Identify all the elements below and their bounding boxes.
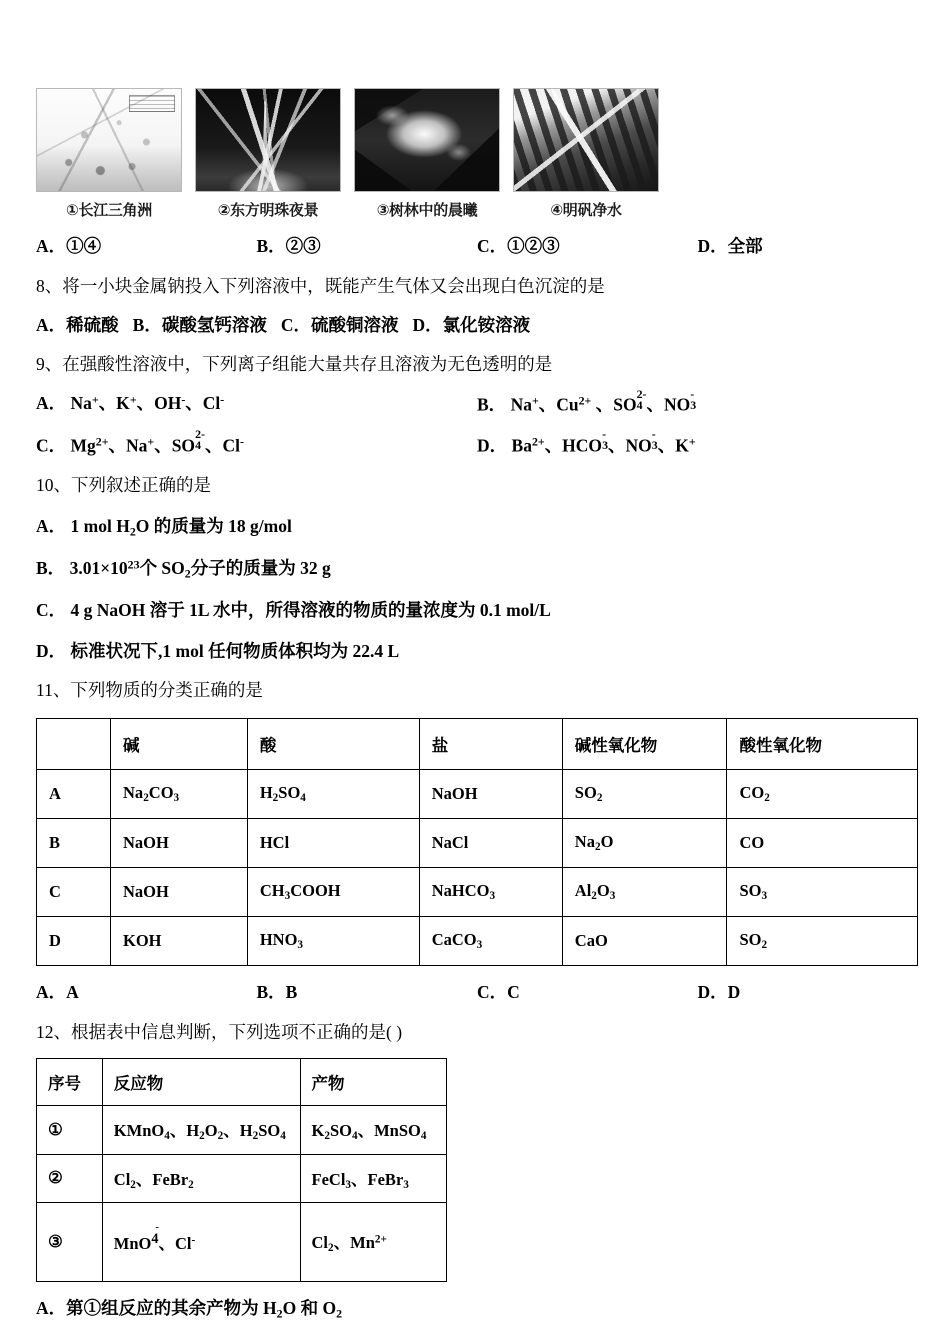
permanganate-formula: MnO4 - [113, 1222, 159, 1253]
row-label: C [37, 867, 111, 916]
cell-basic-oxide: $Al_2O_3$ [562, 867, 727, 916]
option-c[interactable]: C．硫酸铜溶液 [280, 314, 399, 335]
figure-item [36, 88, 182, 220]
figure-item [354, 88, 500, 220]
cell-base: KOH [111, 916, 248, 965]
question-12-option-a[interactable]: A．第①组反应的其余产物为 $H_2O$ 和 $O_2$ [36, 1297, 343, 1321]
cell-reactants: KMnO$_4$、$H_2O_2$、$H_2SO_4$ [102, 1106, 300, 1154]
figure-caption: ③树林中的晨曦 [376, 201, 478, 219]
table-row [37, 916, 918, 965]
cell-products: $K_2SO_4$、MnSO$_4$ [300, 1106, 446, 1154]
figure-caption: ②东方明珠夜景 [217, 201, 319, 219]
classification-table [36, 718, 918, 966]
question-10-option-a[interactable]: A． 1 mol $H_2O$ 的质量为 18 g/mol [36, 516, 292, 539]
cell-acid: $CH_3COOH$ [247, 867, 419, 916]
question-11-stem: 11、下列物质的分类正确的是 [36, 680, 263, 701]
question-9-options-row-1 [36, 386, 918, 418]
cell-acidic-oxide: $CO_2$ [727, 769, 918, 818]
option-b[interactable]: B．B [256, 981, 298, 1002]
cell-basic-oxide: $SO_2$ [562, 769, 727, 818]
row-label: D [37, 916, 111, 965]
figure-caption: ④明矾净水 [550, 201, 622, 219]
question-11-options [36, 979, 918, 1005]
cell-base: NaOH [111, 867, 248, 916]
cell-base: $Na_2CO_3$ [111, 769, 248, 818]
option-b[interactable]: B． Na+、$Cu^{2+}$ 、SO 2- 4 、NO - 3 [477, 386, 697, 415]
figure-item [513, 88, 659, 220]
cell-basic-oxide: $Na_2O$ [562, 818, 727, 867]
option-b[interactable]: B．碳酸氢钙溶液 [132, 314, 267, 335]
header-acid: 酸 [247, 718, 419, 769]
question-7-options [36, 233, 918, 259]
question-8-stem: 8、将一小块金属钠投入下列溶液中，既能产生气体又会出现白色沉淀的是 [36, 276, 605, 297]
row-serial: ② [37, 1154, 103, 1202]
row-label: A [37, 769, 111, 818]
header-reactants: 反应物 [102, 1059, 300, 1106]
row-label: B [37, 818, 111, 867]
header-serial: 序号 [37, 1059, 103, 1106]
pearl-tower-night-image [195, 88, 341, 192]
option-d[interactable]: D．氯化铵溶液 [412, 314, 531, 335]
table-row [37, 867, 918, 916]
option-d[interactable]: D．全部 [697, 236, 763, 256]
option-c[interactable]: C．①②③ [477, 236, 560, 256]
cell-reactants: MnO4 - 、Cl- [102, 1202, 300, 1281]
question-10-option-c[interactable]: C． 4 g NaOH 溶于 1L 水中，所得溶液的物质的量浓度为 0.1 mol/L [36, 600, 551, 621]
question-9-options-row-2 [36, 427, 918, 459]
option-a[interactable]: A． Na+、K+、OH-、Cl- [36, 392, 225, 413]
option-d[interactable]: D．D [697, 981, 741, 1002]
cell-salt: NaOH [419, 769, 562, 818]
question-12-stem: 12、根据表中信息判断，下列选项不正确的是( ) [36, 1022, 403, 1043]
option-c[interactable]: C．C [477, 981, 520, 1002]
option-c[interactable]: C． $Mg^{2+}$、Na+、SO 2- 4 、Cl- [36, 427, 244, 455]
row-serial: ③ [37, 1202, 103, 1281]
figure-caption: ①长江三角洲 [66, 201, 152, 219]
page-content [36, 88, 918, 1321]
cell-salt: NaHCO$_3$ [419, 867, 562, 916]
table-row [37, 1154, 447, 1202]
cell-salt: NaCl [419, 818, 562, 867]
cell-acid: $HNO_3$ [247, 916, 419, 965]
table-row [37, 818, 918, 867]
header-base: 碱 [111, 718, 248, 769]
cell-products: $Cl_2$、$Mn^{2+}$ [300, 1202, 446, 1281]
header-products: 产物 [300, 1059, 446, 1106]
header-basic-oxide: 碱性氧化物 [562, 718, 727, 769]
forest-dawn-image [354, 88, 500, 192]
table-row [37, 1202, 447, 1281]
option-a[interactable]: A．①④ [36, 236, 102, 256]
option-a[interactable]: A．稀硫酸 [36, 314, 119, 335]
cell-salt: CaCO$_3$ [419, 916, 562, 965]
yangtze-delta-image [36, 88, 182, 192]
option-a[interactable]: A．A [36, 981, 79, 1002]
option-d[interactable]: D． $Ba^{2+}$、HCO - 3 、NO - 3 、K+ [477, 427, 696, 455]
question-10-option-d[interactable]: D． 标准状况下,1 mol 任何物质体积均为 22.4 L [36, 640, 400, 661]
cell-acidic-oxide: $SO_3$ [727, 867, 918, 916]
header-acidic-oxide: 酸性氧化物 [727, 718, 918, 769]
row-serial: ① [37, 1106, 103, 1154]
figure-strip [36, 88, 918, 220]
header-blank [37, 718, 111, 769]
question-8-options [36, 312, 918, 337]
figure-item [195, 88, 341, 220]
cell-base: NaOH [111, 818, 248, 867]
header-salt: 盐 [419, 718, 562, 769]
table-row [37, 769, 918, 818]
cell-basic-oxide: CaO [562, 916, 727, 965]
reaction-table [36, 1058, 447, 1281]
table-header-row [37, 1059, 447, 1106]
question-10-option-b[interactable]: B． $3.01\times 10^{23}$个 $SO_2$分子的质量为 32 g [36, 557, 331, 581]
cell-acidic-oxide: CO [727, 818, 918, 867]
question-9-stem: 9、在强酸性溶液中，下列离子组能大量共存且溶液为无色透明的是 [36, 353, 553, 374]
cell-acidic-oxide: $SO_2$ [727, 916, 918, 965]
alum-water-image [513, 88, 659, 192]
question-10-stem: 10、下列叙述正确的是 [36, 475, 211, 496]
cell-acid: HCl [247, 818, 419, 867]
cell-products: FeCl$_3$、FeBr$_3$ [300, 1154, 446, 1202]
table-header-row [37, 718, 918, 769]
cell-acid: $H_2SO_4$ [247, 769, 419, 818]
option-b[interactable]: B．②③ [256, 236, 321, 256]
cell-reactants: $Cl_2$、FeBr$_2$ [102, 1154, 300, 1202]
table-row [37, 1106, 447, 1154]
